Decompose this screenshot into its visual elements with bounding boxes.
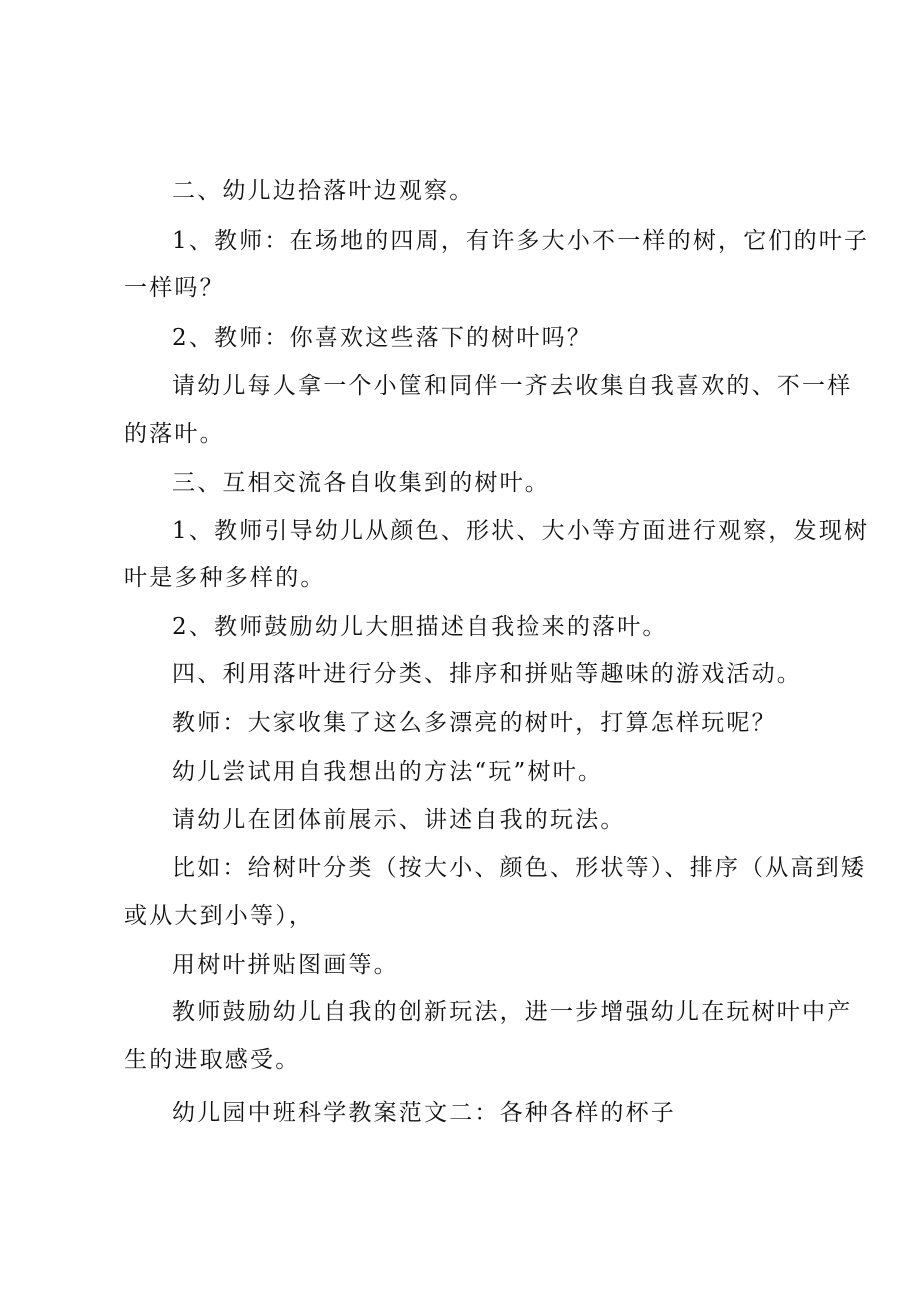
paragraph-line: 生的进取感受。 bbox=[124, 1047, 301, 1073]
paragraph-line: 用树叶拼贴图画等。 bbox=[172, 952, 399, 978]
paragraph-line: 教师：大家收集了这么多漂亮的树叶，打算怎样玩呢？ bbox=[172, 710, 777, 736]
paragraph-line: 或从大到小等）， bbox=[124, 903, 315, 929]
paragraph-line: 请幼儿每人拿一个小筐和同伴一齐去收集自我喜欢的、不一样 bbox=[172, 373, 853, 399]
heading-three: 三、互相交流各自收集到的树叶。 bbox=[172, 470, 550, 496]
paragraph-line: 教师鼓励幼儿自我的创新玩法，进一步增强幼儿在玩树叶中产 bbox=[172, 999, 853, 1025]
heading-four: 四、利用落叶进行分类、排序和拼贴等趣味的游戏活动。 bbox=[172, 661, 802, 687]
paragraph-line: 幼儿尝试用自我想出的方法“玩”树叶。 bbox=[172, 759, 604, 785]
paragraph-line: 1、教师：在场地的四周，有许多大小不一样的树，它们的叶子 bbox=[172, 228, 870, 254]
paragraph-line: 1、教师引导幼儿从颜色、形状、大小等方面进行观察，发现树 bbox=[172, 518, 870, 544]
heading-two: 二、幼儿边拾落叶边观察。 bbox=[172, 178, 475, 204]
paragraph-line: 比如：给树叶分类（按大小、颜色、形状等）、排序（从高到矮 bbox=[172, 855, 867, 881]
paragraph-line: 2、教师：你喜欢这些落下的树叶吗？ bbox=[172, 325, 593, 351]
paragraph-line: 叶是多种多样的。 bbox=[124, 565, 326, 591]
paragraph-line: 的落叶。 bbox=[124, 421, 225, 447]
paragraph-line: 一样吗？ bbox=[124, 275, 225, 301]
paragraph-line: 请幼儿在团体前展示、讲述自我的玩法。 bbox=[172, 807, 626, 833]
section-title: 幼儿园中班科学教案范文二：各种各样的杯子 bbox=[172, 1100, 676, 1126]
paragraph-line: 2、教师鼓励幼儿大胆描述自我捡来的落叶。 bbox=[172, 614, 668, 640]
